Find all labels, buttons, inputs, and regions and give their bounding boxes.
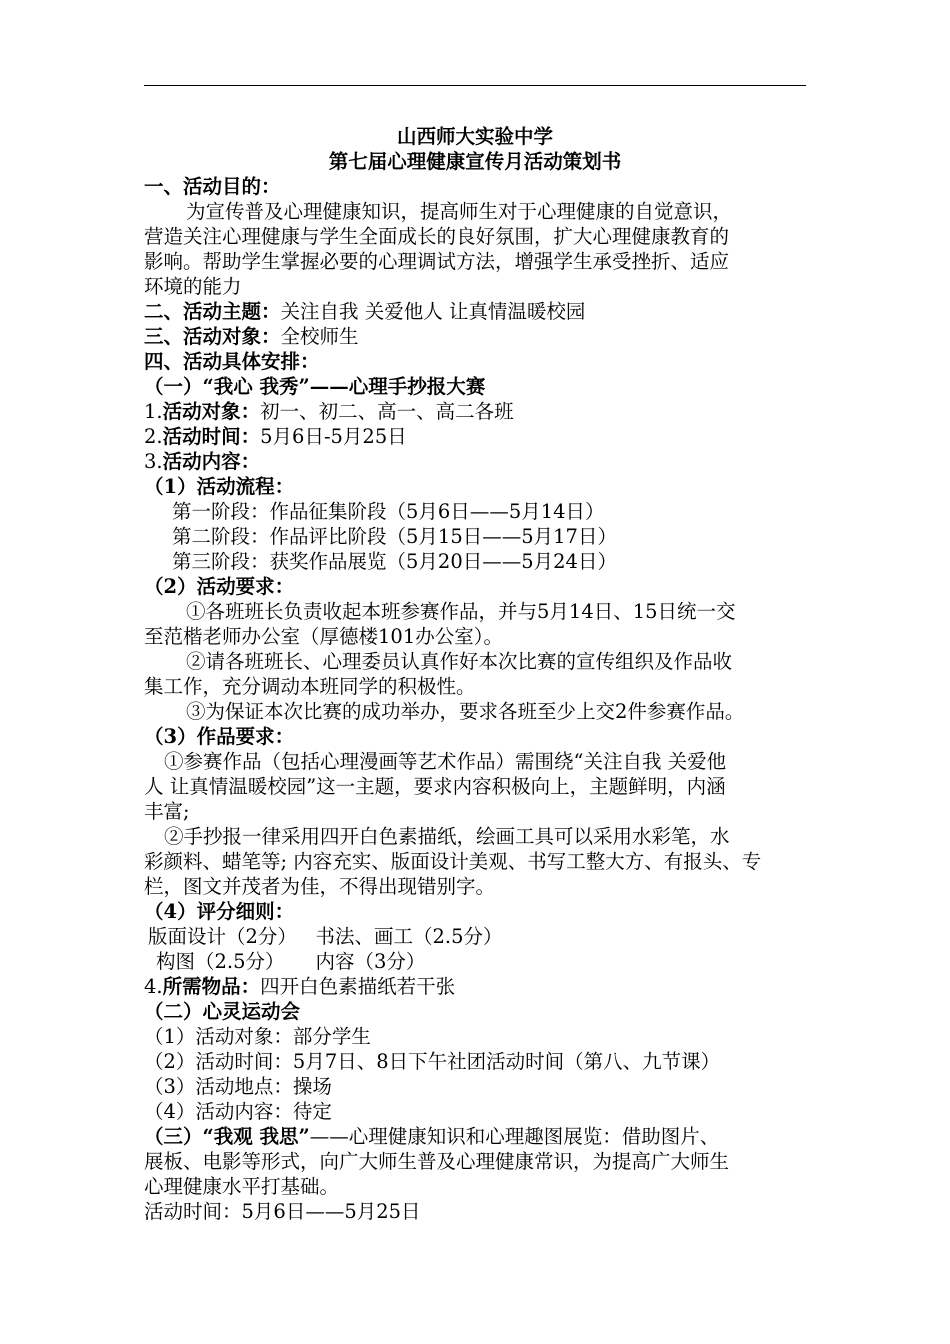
part-1-heading: （一）“我心 我秀”——心理手抄报大赛 xyxy=(144,375,486,398)
p2-line: （3）活动地点：操场 xyxy=(144,1075,332,1098)
work-requirement-line: 丰富; xyxy=(144,800,190,823)
p1-items-line xyxy=(144,975,455,999)
p1-target-line xyxy=(144,400,514,424)
work-requirements-heading: （3）作品要求： xyxy=(144,725,295,748)
scoring-line: 版面设计（2分） 书法、画工（2.5分） xyxy=(148,925,503,948)
p1-items-label: 所需物品： xyxy=(162,975,261,998)
p3-line: 展板、电影等形式，向广大师生普及心理健康常识，为提高广大师生 xyxy=(144,1150,730,1173)
p1-target-label: 活动对象： xyxy=(162,400,261,423)
p1-time-label: 活动时间： xyxy=(162,425,261,448)
section-1-heading: 一、活动目的： xyxy=(144,175,281,198)
work-requirement-line: 栏，图文并茂者为佳，不得出现错别字。 xyxy=(144,875,496,898)
p2-line: （1）活动对象：部分学生 xyxy=(144,1025,371,1048)
p1-time-num: 2. xyxy=(144,425,163,448)
purpose-line: 影响。帮助学生掌握必要的心理调试方法，增强学生承受挫折、适应 xyxy=(144,250,730,273)
scoring-line: 构图（2.5分） 内容（3分） xyxy=(156,950,426,973)
p1-target-num: 1. xyxy=(144,400,163,423)
p1-content-num: 3. xyxy=(144,450,163,473)
purpose-line: 环境的能力 xyxy=(144,275,242,298)
p1-content-line xyxy=(144,450,260,474)
part-3-intro: ——心理健康知识和心理趣图展览：借助图片、 xyxy=(309,1125,720,1148)
p1-items-value: 四开白色素描纸若干张 xyxy=(260,975,456,998)
header-rule xyxy=(144,85,806,86)
p1-time-value: 5月6日-5月25日 xyxy=(260,425,407,448)
purpose-line: 营造关注心理健康与学生全面成长的良好氛围，扩大心理健康教育的 xyxy=(144,225,730,248)
document-title: 第七届心理健康宣传月活动策划书 xyxy=(328,150,622,173)
work-requirement-line: ①参赛作品（包括心理漫画等艺术作品）需围绕“关注自我 关爱他 xyxy=(164,750,727,773)
p2-line: （4）活动内容：待定 xyxy=(144,1100,332,1123)
stage-item: 第一阶段：作品征集阶段（5月6日——5月14日） xyxy=(172,500,605,523)
requirement-line: 集工作，充分调动本班同学的积极性。 xyxy=(144,675,476,698)
scoring-heading: （4）评分细则： xyxy=(144,900,295,923)
audience-label: 三、活动对象： xyxy=(144,325,281,348)
p3-time-line: 活动时间：5月6日——5月25日 xyxy=(144,1200,421,1223)
part-3-first-line xyxy=(144,1125,719,1149)
p3-line: 心理健康水平打基础。 xyxy=(144,1175,340,1198)
audience-value: 全校师生 xyxy=(280,325,359,348)
audience-line xyxy=(144,325,359,349)
part-2-heading: （二）心灵运动会 xyxy=(144,1000,301,1023)
work-requirement-line: 人 让真情温暖校园”这一主题，要求内容积极向上，主题鲜明，内涵 xyxy=(144,775,726,798)
purpose-line: 为宣传普及心理健康知识，提高师生对于心理健康的自觉意识， xyxy=(186,200,733,223)
theme-value: 关注自我 关爱他人 让真情温暖校园 xyxy=(280,300,586,323)
p1-content-label: 活动内容： xyxy=(162,450,261,473)
requirement-line: 至范楷老师办公室（厚德楼101办公室）。 xyxy=(144,625,503,648)
part-3-heading: （三）“我观 我思” xyxy=(144,1125,310,1148)
stage-item: 第二阶段：作品评比阶段（5月15日——5月17日） xyxy=(172,525,617,548)
p2-line: （2）活动时间：5月7日、8日下午社团活动时间（第八、九节课） xyxy=(144,1050,721,1073)
p1-time-line xyxy=(144,425,407,449)
flow-heading: （1）活动流程： xyxy=(144,475,295,498)
work-requirement-line: 彩颜料、蜡笔等; 内容充实、版面设计美观、书写工整大方、有报头、专 xyxy=(144,850,762,873)
p1-target-value: 初一、初二、高一、高二各班 xyxy=(260,400,514,423)
stage-item: 第三阶段：获奖作品展览（5月20日——5月24日） xyxy=(172,550,617,573)
school-title: 山西师大实验中学 xyxy=(396,125,553,148)
p1-items-num: 4. xyxy=(144,975,163,998)
theme-line xyxy=(144,300,585,324)
work-requirement-line: ②手抄报一律采用四开白色素描纸，绘画工具可以采用水彩笔，水 xyxy=(164,825,730,848)
requirement-line: ③为保证本次比赛的成功举办，要求各班至少上交2件参赛作品。 xyxy=(186,700,745,723)
requirement-line: ②请各班班长、心理委员认真作好本次比赛的宣传组织及作品收 xyxy=(186,650,733,673)
requirement-line: ①各班班长负责收起本班参赛作品，并与5月14日、15日统一交 xyxy=(186,600,736,623)
theme-label: 二、活动主题： xyxy=(144,300,281,323)
requirements-heading: （2）活动要求： xyxy=(144,575,295,598)
section-4-heading: 四、活动具体安排： xyxy=(144,350,320,373)
